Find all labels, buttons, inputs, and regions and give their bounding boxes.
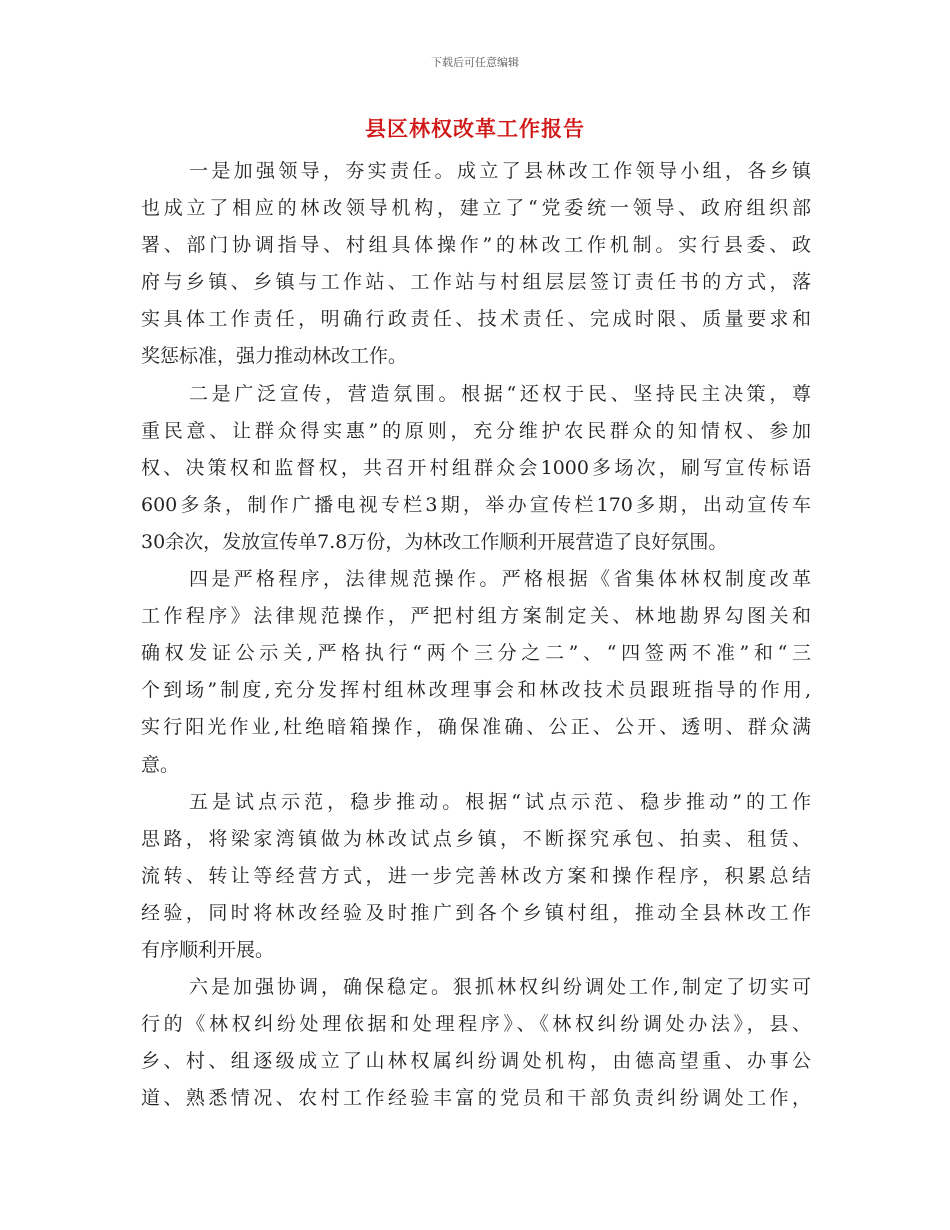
page-title: 县区林权改革工作报告 [365,117,585,141]
header-note: 下载后可任意编辑 [431,56,519,69]
text-line: 五是试点示范，稳步推动。根据“试点示范、稳步推动”的工作 [189,790,811,813]
text-line: 确权发证公示关,严格执行“两个三分之二”、“四签两不准”和“三 [141,642,811,665]
paragraph-5 [141,969,811,1117]
text-line: 经验，同时将林改经验及时推广到各个乡镇村组，推动全县林改工作 [141,901,811,924]
paragraph-4 [141,784,811,969]
text-line: 个到场”制度,充分发挥村组林改理事会和林改技术员跟班指导的作用, [141,679,811,702]
text-line: 六是加强协调，确保稳定。狠抓林权纠纷调处工作,制定了切实可 [189,976,811,999]
text-line: 道、熟悉情况、农村工作经验丰富的党员和干部负责纠纷调处工作， [141,1087,811,1110]
text-line: 署、部门协调指导、村组具体操作”的林改工作机制。实行县委、政 [141,234,811,257]
text-line: 600多条，制作广播电视专栏3期，举办宣传栏170多期，出动宣传车 [141,493,811,516]
text-line: 流转、转让等经营方式，进一步完善林改方案和操作程序，积累总结 [141,864,811,887]
text-line: 乡、村、组逐级成立了山林权属纠纷调处机构，由德高望重、办事公 [141,1050,811,1073]
text-line: 重民意、让群众得实惠”的原则，充分维护农民群众的知情权、参加 [141,419,811,442]
text-line: 思路，将梁家湾镇做为林改试点乡镇，不断探究承包、拍卖、租赁、 [141,827,811,850]
paragraph-2 [141,376,811,561]
text-line: 工作程序》法律规范操作，严把村组方案制定关、林地勘界勾图关和 [141,605,811,628]
text-line: 有序顺利开展。 [141,939,275,962]
text-line: 实行阳光作业,杜绝暗箱操作，确保准确、公正、公开、透明、群众满 [141,716,811,739]
text-line: 30余次，发放宣传单7.8万份，为林改工作顺利开展营造了良好氛围。 [141,530,728,553]
text-line: 权、决策权和监督权，共召开村组群众会1000多场次，刷写宣传标语 [141,456,811,479]
text-line: 府与乡镇、乡镇与工作站、工作站与村组层层签订责任书的方式，落 [141,271,811,294]
text-line: 实具体工作责任，明确行政责任、技术责任、完成时限、质量要求和 [141,308,811,331]
text-line: 意。 [141,753,180,776]
paragraph-1 [141,153,811,376]
text-line: 行的《林权纠纷处理依据和处理程序》、《林权纠纷调处办法》，县、 [141,1013,811,1036]
paragraph-3 [141,561,811,784]
text-line: 奖惩标准，强力推动林改工作。 [141,345,408,368]
text-line: 也成立了相应的林改领导机构，建立了“党委统一领导、政府组织部 [141,197,811,220]
text-line: 二是广泛宣传，营造氛围。根据“还权于民、坚持民主决策，尊 [189,382,811,405]
text-line: 一是加强领导，夯实责任。成立了县林改工作领导小组，各乡镇 [189,160,811,182]
text-line: 四是严格程序，法律规范操作。严格根据《省集体林权制度改革 [189,568,811,591]
